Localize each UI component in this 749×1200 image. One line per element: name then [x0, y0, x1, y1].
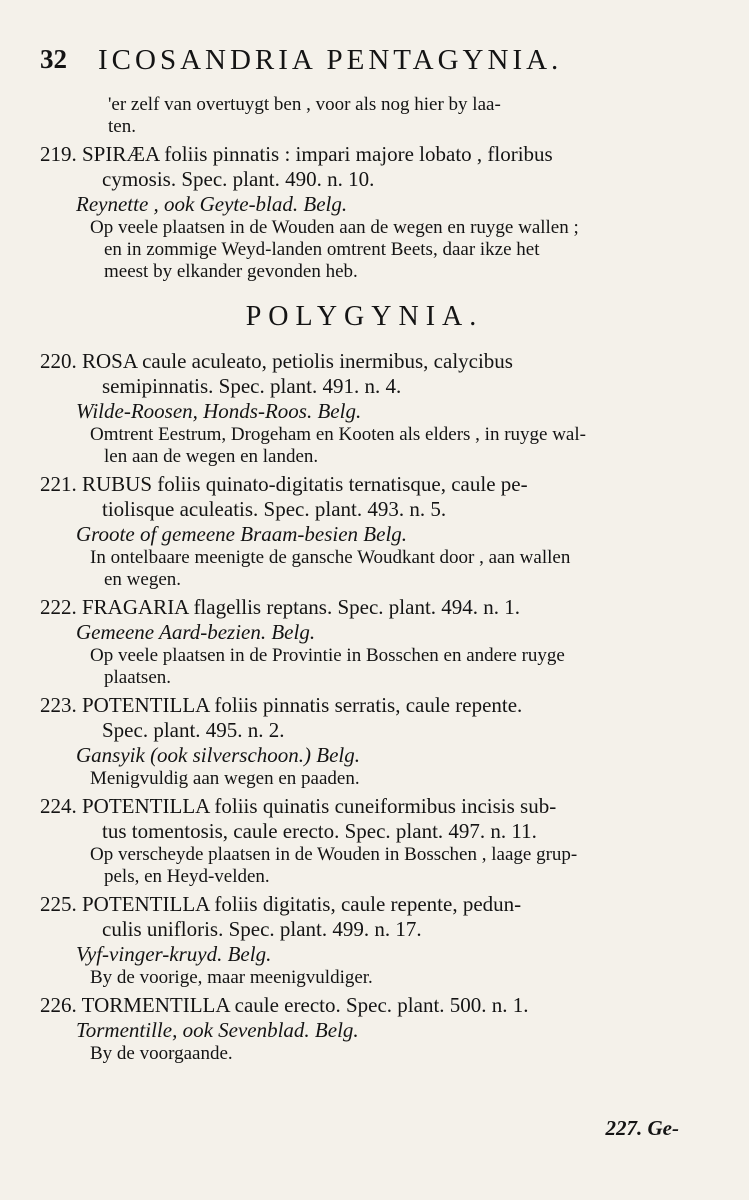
running-head	[40, 38, 689, 94]
latin-description: 225. POTENTILLA foliis digitatis, caule repente, pedun-	[40, 892, 522, 916]
latin-description: 219. SPIRÆA foliis pinnatis : impari majore lobato , floribus	[40, 142, 553, 166]
top-continuation	[40, 94, 689, 138]
latin-description: 226. TORMENTILLA caule erecto. Spec. plant. 500. n. 1.	[40, 993, 529, 1017]
entry-226	[40, 993, 689, 1065]
entry-220	[40, 349, 689, 468]
entry-222	[40, 595, 689, 689]
habitat-note-cont: plaatsen.	[104, 667, 172, 688]
entry-224	[40, 794, 689, 888]
habitat-note: In ontelbaare meenigte de gansche Woudkant door , aan wallen	[90, 547, 571, 568]
latin-description: 224. POTENTILLA foliis quinatis cuneiformibus incisis sub-	[40, 794, 557, 818]
entry-221	[40, 472, 689, 591]
latin-description: 220. ROSA caule aculeato, petiolis inermibus, calycibus	[40, 349, 513, 373]
entry-219	[40, 142, 689, 283]
habitat-note: Op verscheyde plaatsen in de Wouden in Bosschen , laage grup-	[90, 844, 578, 865]
habitat-note-cont: meest by elkander gevonden heb.	[104, 261, 358, 282]
latin-description-cont: cymosis. Spec. plant. 490. n. 10.	[102, 167, 375, 191]
habitat-note-cont: en wegen.	[104, 569, 182, 590]
common-name: Groote of gemeene Braam-besien Belg.	[76, 522, 408, 546]
habitat-note-cont: len aan de wegen en landen.	[104, 446, 319, 467]
latin-description-cont: tus tomentosis, caule erecto. Spec. plant. 497. n. 11.	[102, 819, 537, 843]
latin-description-cont: semipinnatis. Spec. plant. 491. n. 4.	[102, 374, 402, 398]
habitat-note: By de voorgaande.	[90, 1043, 233, 1064]
latin-description-cont: tiolisque aculeatis. Spec. plant. 493. n. 5.	[102, 497, 447, 521]
latin-description: 221. RUBUS foliis quinato-digitatis ternatisque, caule pe-	[40, 472, 528, 496]
text-line: ten.	[108, 116, 136, 137]
common-name: Tormentille, ook Sevenblad. Belg.	[76, 1018, 359, 1042]
section-title: POLYGYNIA.	[245, 301, 484, 332]
habitat-note-cont: en in zommige Weyd-landen omtrent Beets, daar ikze het	[104, 239, 540, 260]
common-name: Gemeene Aard-bezien. Belg.	[76, 620, 316, 644]
latin-description: 222. FRAGARIA flagellis reptans. Spec. plant. 494. n. 1.	[40, 595, 521, 619]
habitat-note: Menigvuldig aan wegen en paaden.	[90, 768, 360, 789]
entry-223	[40, 693, 689, 790]
running-title: ICOSANDRIA PENTAGYNIA.	[98, 44, 563, 76]
common-name: Vyf-vinger-kruyd. Belg.	[76, 942, 272, 966]
habitat-note: Omtrent Eestrum, Drogeham en Kooten als elders , in ruyge wal-	[90, 424, 586, 445]
common-name: Wilde-Roosen, Honds-Roos. Belg.	[76, 399, 362, 423]
habitat-note: Op veele plaatsen in de Provintie in Bosschen en andere ruyge	[90, 645, 565, 666]
latin-description-cont: culis unifloris. Spec. plant. 499. n. 17.	[102, 917, 422, 941]
common-name: Gansyik (ook silverschoon.) Belg.	[76, 743, 361, 767]
habitat-note-cont: pels, en Heyd-velden.	[104, 866, 270, 887]
habitat-note: By de voorige, maar meenigvuldiger.	[90, 967, 373, 988]
entry-225	[40, 892, 689, 989]
latin-description-cont: Spec. plant. 495. n. 2.	[102, 718, 285, 742]
page-number: 32	[40, 44, 67, 74]
latin-description: 223. POTENTILLA foliis pinnatis serratis, caule repente.	[40, 693, 523, 717]
habitat-note: Op veele plaatsen in de Wouden aan de wegen en ruyge wallen ;	[90, 217, 579, 238]
text-line: 'er zelf van overtuygt ben , voor als nog hier by laa-	[108, 94, 501, 115]
common-name: Reynette , ook Geyte-blad. Belg.	[76, 192, 348, 216]
catchword: 227. Ge-	[605, 1116, 679, 1140]
